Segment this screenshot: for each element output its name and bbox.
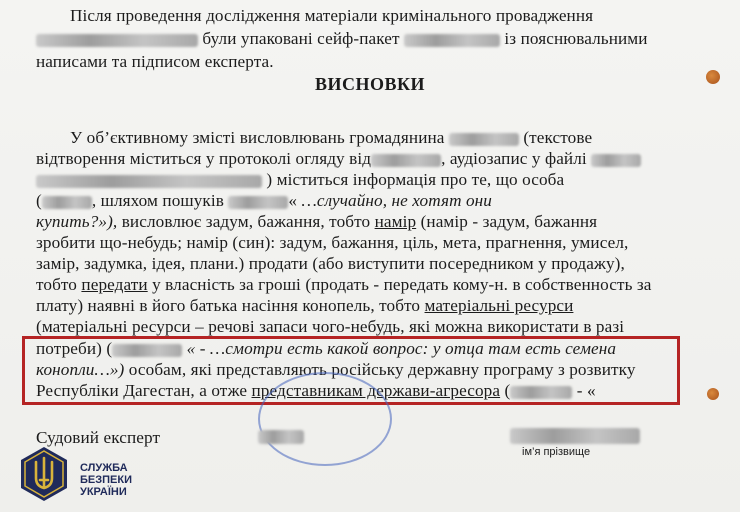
signature-role: Судовий експерт: [36, 428, 161, 447]
body-line5: [36, 212, 597, 232]
logo-text: [80, 462, 132, 498]
body-line10: (матеріальні ресурси – речові запаси чого-небудь, які можна використати в разі: [36, 317, 625, 336]
redacted-citizen-name: [449, 133, 519, 146]
para1-line3: написами та підписом експерта.: [36, 52, 274, 71]
body-line12-quote-end: конопли…»): [36, 360, 125, 379]
section-heading: ВИСНОВКИ: [314, 74, 426, 94]
body-line4-text: , шляхом пошуків: [91, 191, 224, 210]
body-line8: [36, 275, 652, 295]
body-line4-quote: «: [288, 191, 298, 210]
stain-spot: [706, 70, 720, 84]
body-line1-text: У об’єктивному змісті висловлювань громадянина: [70, 128, 445, 147]
body-line6: зробити що-небудь; намір (син): задум, бажання, ціль, мета, прагнення, умисел,: [36, 233, 629, 252]
redacted-expert-name: [510, 428, 640, 444]
body-line13-text: Республіки Дагестан, а отже: [36, 381, 248, 400]
redacted-signature: [258, 430, 304, 444]
body-line4-open: (: [36, 191, 42, 210]
term-namir: намір: [374, 212, 417, 231]
body-line4-quote-text: …случайно, не хотят они: [301, 191, 492, 210]
body-line2-tail: , аудіозапис у файлі: [441, 149, 587, 168]
body-line5-tail: (намір - задум, бажання: [420, 212, 598, 231]
body-line12-text: особам, які представляють російську державну програму з розвитку: [128, 360, 636, 379]
redacted-date: [371, 154, 441, 167]
para1-line2: [36, 29, 648, 49]
body-line5-quote-end: купить?»),: [36, 212, 118, 231]
redacted-filename: [36, 175, 262, 188]
body-line8-tail: у власність за гроші (продать - передать кому-н. в собственность за: [152, 275, 652, 294]
redacted-buyer: [228, 196, 288, 209]
body-line1: [70, 128, 592, 148]
logo-line1: СЛУЖБА: [80, 462, 128, 474]
body-line4: [36, 191, 492, 211]
redacted-case-number: [36, 34, 198, 47]
stain-spot: [707, 388, 719, 400]
term-resources: матеріальні ресурси: [424, 296, 574, 315]
logo-line2: БЕЗПЕКИ: [80, 474, 132, 486]
body-line2: [36, 149, 641, 169]
redacted-person: [42, 196, 92, 209]
name-label: ім’я прізвище: [522, 446, 591, 458]
trident-shield-icon: [16, 446, 72, 502]
term-peredaty: передати: [81, 275, 148, 294]
term-aggressor: представникам держави-агресора: [251, 381, 501, 400]
body-line11-quote: « - …смотри есть какой вопрос: у отца там есть семена: [186, 339, 617, 358]
logo-line3: УКРАЇНИ: [80, 486, 127, 498]
body-line8-text: тобто: [36, 275, 78, 294]
body-line7: замір, задумка, ідея, плани.) продати (або виступити посередником у продажу),: [36, 254, 625, 273]
body-line2-text: відтворення міститься у протоколі огляду від: [36, 149, 372, 168]
body-line9-text: плату) наявні в його батька насіння конопель, тобто: [36, 296, 421, 315]
body-line1-tail: (текстове: [523, 128, 593, 147]
redacted-packet-number: [404, 34, 500, 47]
body-line11-text: потреби) (: [36, 339, 113, 358]
body-line9: [36, 296, 573, 316]
body-line3-text: ) міститься інформація про те, що особа: [266, 170, 565, 189]
body-line13-open: (: [504, 381, 511, 400]
body-line3: [36, 170, 564, 190]
para1-line1: Після проведення дослідження матеріали кримінального провадження: [70, 6, 594, 25]
para1-line2-text: були упаковані сейф-пакет: [202, 29, 400, 48]
body-line5-text: висловлює задум, бажання, тобто: [121, 212, 371, 231]
redacted-file: [591, 154, 641, 167]
para1-line2-tail: із пояснювальними: [504, 29, 648, 48]
body-line13-tail: - «: [576, 381, 596, 400]
official-stamp: [258, 372, 392, 466]
